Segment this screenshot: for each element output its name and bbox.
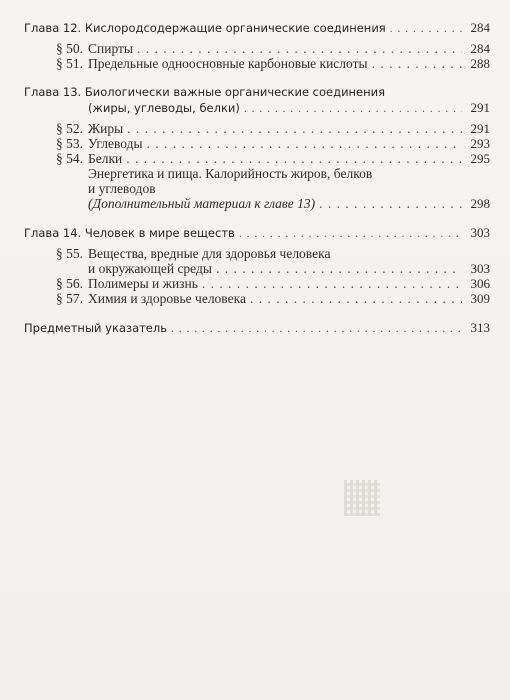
- toc-extra-line1: [24, 166, 490, 181]
- toc-section-51: [24, 56, 490, 71]
- leader-dots: [372, 56, 462, 71]
- extra-title-continued: и углеводов: [88, 181, 156, 196]
- section-title: Вещества, вредные для здоровья человека: [88, 246, 331, 261]
- bleed-through-qr-code: [344, 480, 380, 516]
- section-title: Химия и здоровье человека: [88, 291, 246, 306]
- toc-extra-line3: [24, 196, 490, 211]
- toc-section-56: [24, 276, 490, 291]
- toc-section-57: [24, 291, 490, 306]
- leader-dots: [147, 136, 462, 151]
- leader-dots: [244, 102, 462, 117]
- leader-dots: [126, 151, 462, 166]
- section-title: Полимеры и жизнь: [88, 276, 198, 291]
- extra-note: (Дополнительный материал к главе 13): [88, 196, 316, 211]
- leader-dots: [137, 41, 462, 56]
- page-number: 303: [470, 261, 490, 276]
- toc-section-55-line1: [24, 246, 490, 261]
- page-number: 309: [470, 291, 490, 306]
- page-number: 293: [470, 136, 490, 151]
- page-number: 303: [470, 225, 490, 240]
- page-number: 291: [470, 100, 490, 115]
- section-title: Предельные одноосновные карбоновые кислоты: [88, 56, 368, 71]
- section-title-continued: и окружающей среды: [88, 261, 212, 276]
- chapter-title: Глава 14. Человек в мире веществ: [24, 226, 235, 240]
- section-title: Белки: [88, 151, 123, 166]
- toc-section-52: [24, 121, 490, 136]
- toc-section-50: [24, 41, 490, 56]
- section-number: § 57.: [56, 291, 83, 306]
- page-number: 284: [470, 41, 490, 56]
- section-title: Углеводы: [88, 136, 143, 151]
- table-of-contents: [24, 20, 490, 337]
- toc-chapter-14: [24, 225, 490, 242]
- toc-subject-index: [24, 320, 490, 337]
- chapter-title-continued: (жиры, углеводы, белки): [88, 101, 240, 115]
- page-number: 306: [470, 276, 490, 291]
- section-number: § 52.: [56, 121, 83, 136]
- page-number: 284: [470, 20, 490, 35]
- page-number: 288: [470, 56, 490, 71]
- leader-dots: [250, 291, 462, 306]
- chapter-title: Глава 12. Кислородсодержащие органические соединения: [24, 21, 386, 35]
- page-number: 295: [470, 151, 490, 166]
- extra-title: Энергетика и пища. Калорийность жиров, белков: [88, 166, 373, 181]
- leader-dots: [239, 227, 462, 242]
- toc-chapter-13-line1: [24, 85, 490, 100]
- chapter-title: Глава 13. Биологически важные органические соединения: [24, 85, 386, 99]
- leader-dots: [390, 22, 462, 37]
- page-number: 298: [470, 196, 490, 211]
- section-number: § 56.: [56, 276, 83, 291]
- section-title: Спирты: [88, 41, 133, 56]
- section-number: § 51.: [56, 56, 83, 71]
- toc-section-54: [24, 151, 490, 166]
- section-number: § 50.: [56, 41, 83, 56]
- section-number: § 55.: [56, 246, 83, 261]
- toc-section-55-line2: [24, 261, 490, 276]
- section-title: Жиры: [88, 121, 124, 136]
- leader-dots: [202, 276, 462, 291]
- section-number: § 54.: [56, 151, 83, 166]
- toc-extra-line2: [24, 181, 490, 196]
- index-title: Предметный указатель: [24, 321, 168, 335]
- page-number: 291: [470, 121, 490, 136]
- leader-dots: [171, 322, 462, 337]
- leader-dots: [216, 261, 462, 276]
- section-number: § 53.: [56, 136, 83, 151]
- leader-dots: [319, 196, 462, 211]
- page-number: 313: [470, 320, 490, 335]
- toc-section-53: [24, 136, 490, 151]
- toc-chapter-12: [24, 20, 490, 37]
- toc-chapter-13-line2: [24, 100, 490, 117]
- leader-dots: [127, 121, 462, 136]
